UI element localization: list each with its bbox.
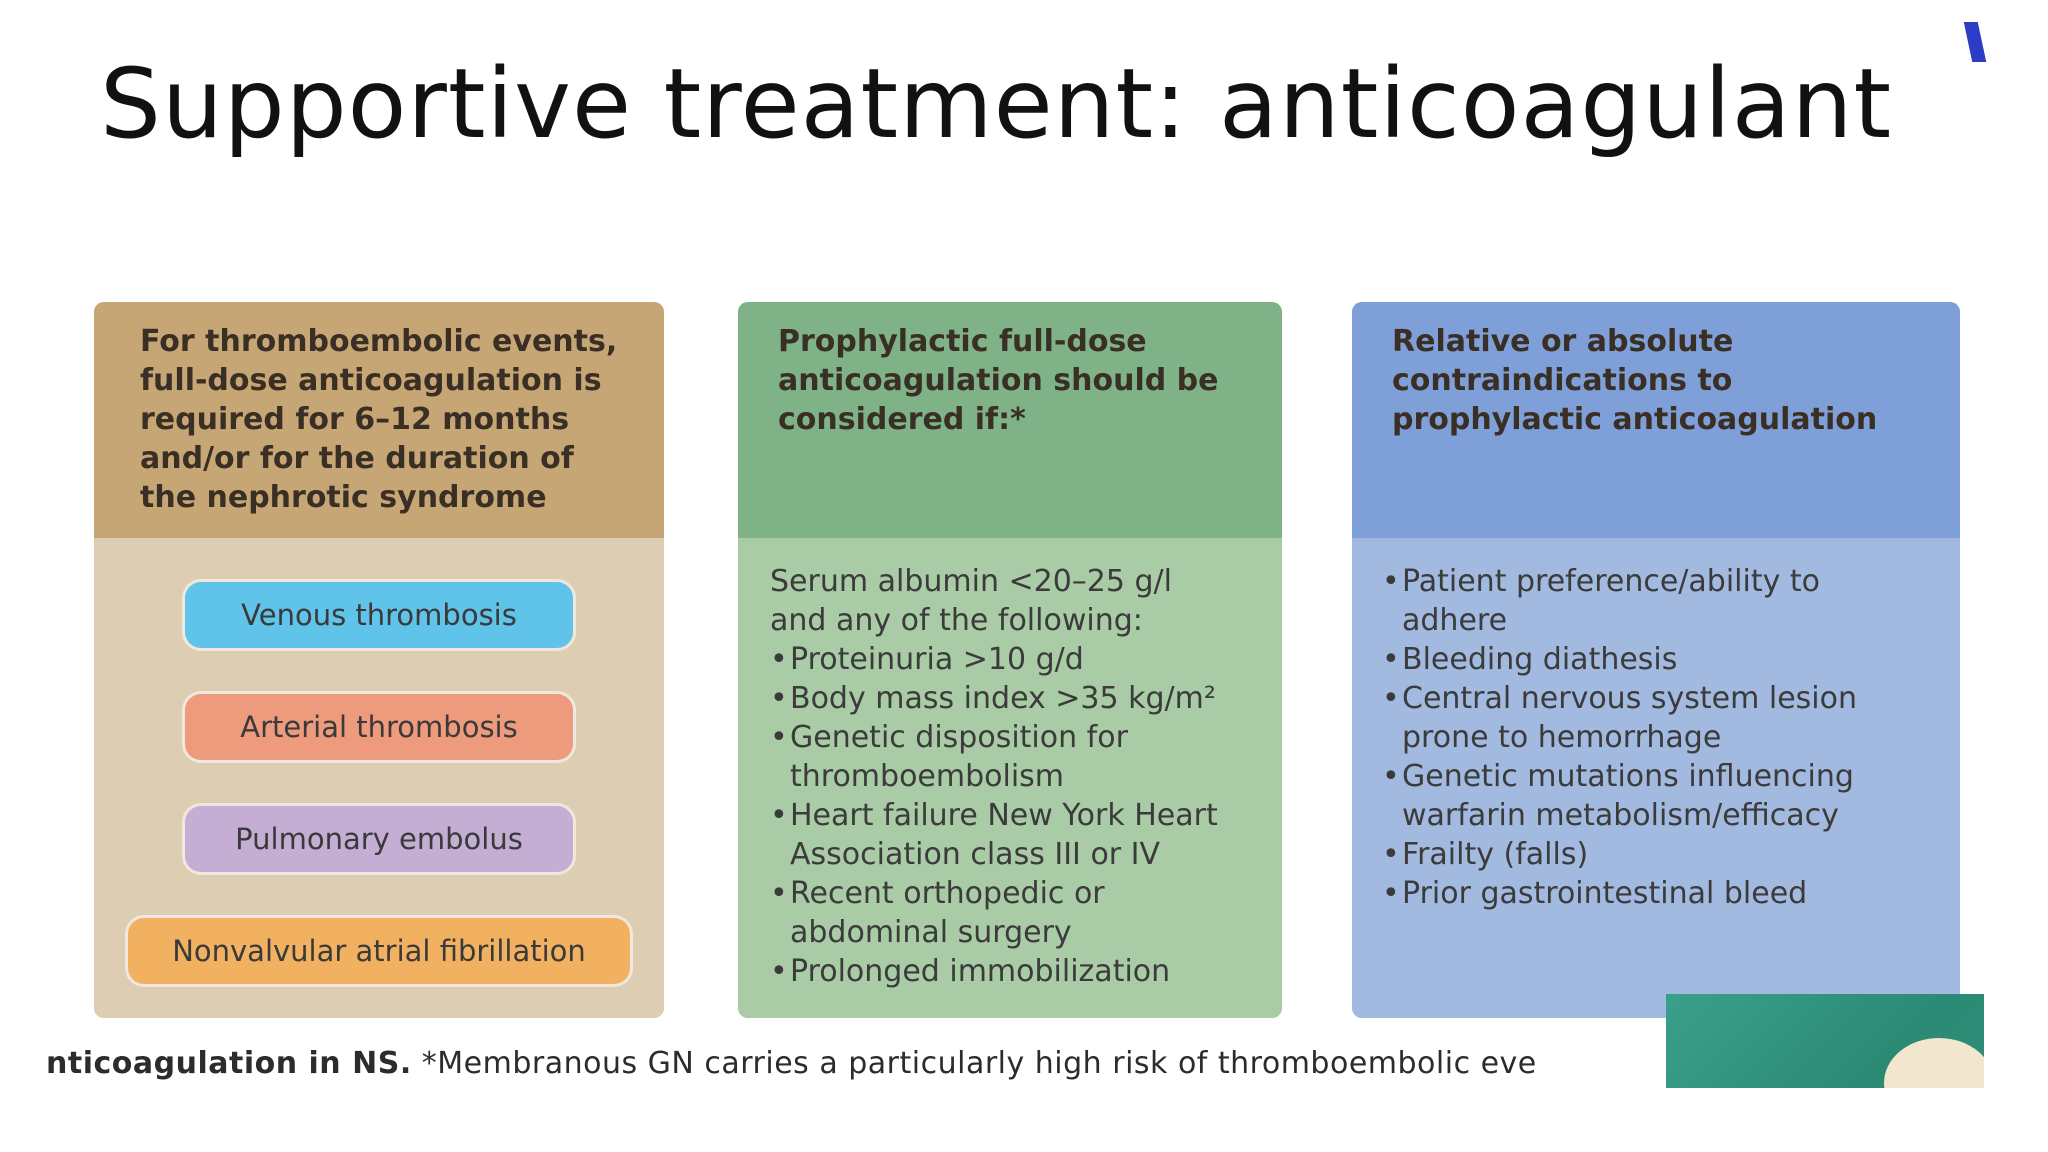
list-item: • Bleeding diathesis <box>1382 640 1928 679</box>
list-item: • Patient preference/ability to adhere <box>1382 562 1928 640</box>
pill-nonvalvular-atrial-fibrillation: Nonvalvular atrial fibrillation <box>128 918 630 984</box>
list-item: • Central nervous system lesion prone to hemorrhage <box>1382 679 1928 757</box>
panel-2-body <box>738 542 1282 1018</box>
panel-1-header: For thromboembolic events, full-dose anticoagulation is required for 6–12 months and/or for the duration of the nephrotic syndrome <box>94 302 664 538</box>
panel-2-header: Prophylactic full-dose anticoagulation should be considered if:* <box>738 302 1282 538</box>
list-item: • Genetic mutations influencing warfarin metabolism/efficacy <box>1382 757 1928 835</box>
panel-2-bullet-list <box>770 640 1250 991</box>
list-item: • Frailty (falls) <box>1382 835 1928 874</box>
list-item: • Heart failure New York Heart Association class III or IV <box>770 796 1250 874</box>
panel-3-header: Relative or absolute contraindications to prophylactic anticoagulation <box>1352 302 1960 538</box>
presenter-face <box>1884 1038 1984 1088</box>
pill-pulmonary-embolus: Pulmonary embolus <box>185 806 573 872</box>
panel-3-bullet-list <box>1382 562 1928 913</box>
list-item: • Genetic disposition for thromboembolism <box>770 718 1250 796</box>
panel-3-body <box>1352 542 1960 1018</box>
caption-bold: nticoagulation in NS. <box>46 1046 412 1081</box>
slide-title: Supportive treatment: anticoagulant <box>100 48 1893 160</box>
panel-2-intro-line-1: Serum albumin <20–25 g/l <box>770 564 1172 599</box>
list-item: • Prior gastrointestinal bleed <box>1382 874 1928 913</box>
figure-caption <box>46 1046 1537 1081</box>
panel-1-body <box>94 542 664 1018</box>
list-item: • Proteinuria >10 g/d <box>770 640 1250 679</box>
pill-venous-thrombosis: Venous thrombosis <box>185 582 573 648</box>
pill-arterial-thrombosis: Arterial thrombosis <box>185 694 573 760</box>
webcam-overlay <box>1666 994 1984 1088</box>
list-item: • Recent orthopedic or abdominal surgery <box>770 874 1250 952</box>
panel-prophylactic-anticoagulation <box>738 302 1282 1018</box>
panel-thromboembolic-events <box>94 302 664 1018</box>
list-item: • Prolonged immobilization <box>770 952 1250 991</box>
panel-2-intro-line-2: and any of the following: <box>770 603 1143 638</box>
caption-text: *Membranous GN carries a particularly high risk of thromboembolic eve <box>411 1046 1537 1081</box>
panel-contraindications <box>1352 302 1960 1018</box>
list-item: • Body mass index >35 kg/m² <box>770 679 1250 718</box>
corner-mark-icon <box>1964 22 1987 62</box>
